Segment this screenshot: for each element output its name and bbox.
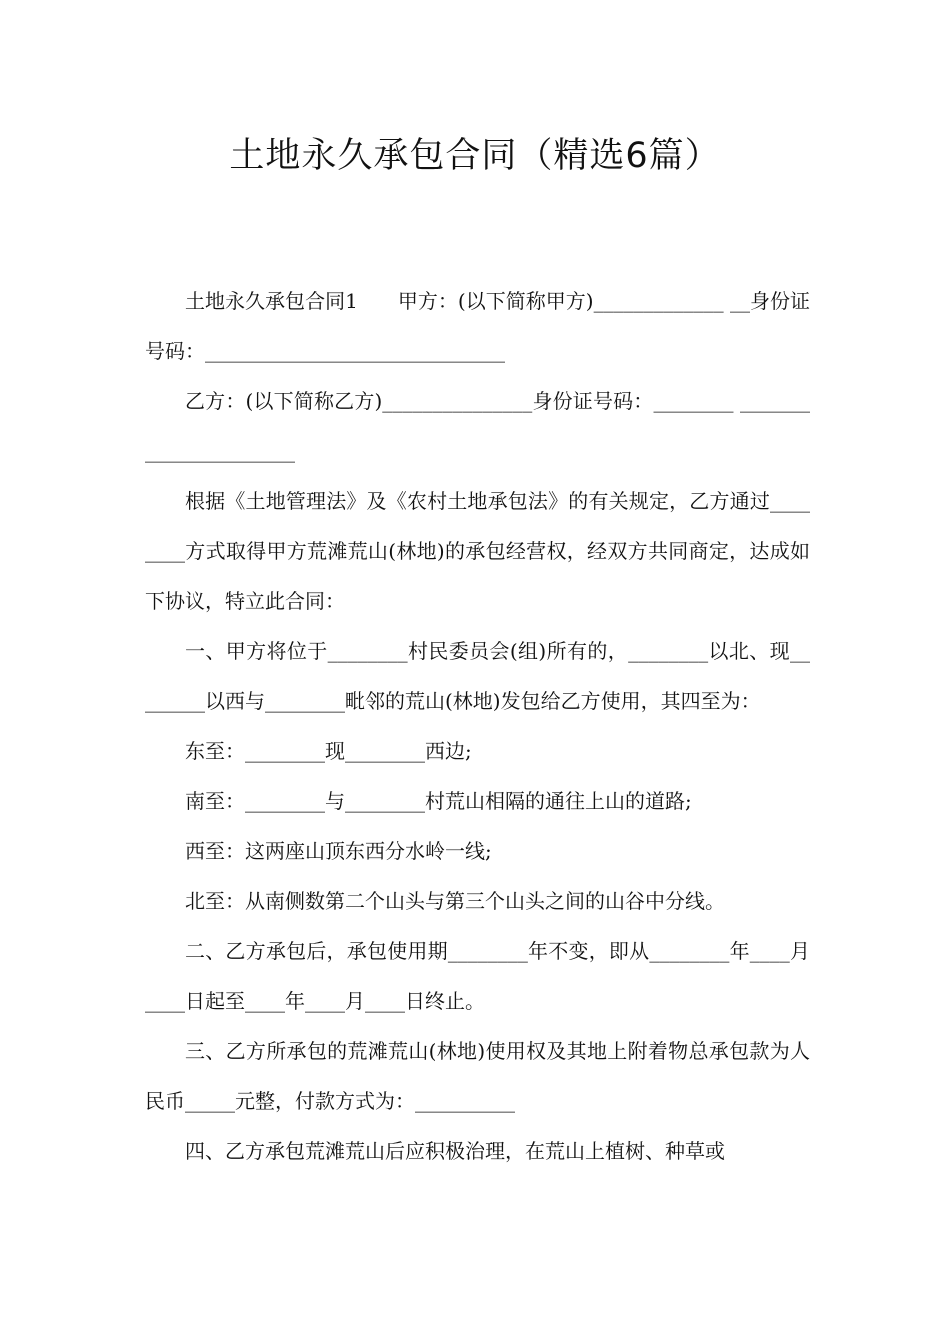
paragraph-clause-3: 三、乙方所承包的荒滩荒山(林地)使用权及其地上附着物总承包款为人民币_____元整，付款方式为：__________: [145, 1039, 810, 1113]
paragraph-party-a: 土地永久承包合同1 甲方：(以下简称甲方)_____________ __身份证号码：______________________________: [145, 289, 810, 363]
paragraph-clause-1: 一、甲方将位于________村民委员会(组)所有的，________以北、现________以西与________毗邻的荒山(林地)发包给乙方使用，其四至为：: [145, 639, 810, 713]
paragraph-preamble: 根据《土地管理法》及《农村土地承包法》的有关规定，乙方通过________方式取得甲方荒滩荒山(林地)的承包经营权，经双方共同商定，达成如下协议，特立此合同：: [145, 489, 810, 613]
paragraph-boundary-east: 东至：________现________西边;: [185, 739, 472, 763]
paragraph-party-b: 乙方：(以下简称乙方)_______________身份证号码：________ ______________________: [145, 389, 810, 463]
paragraph-boundary-south: 南至：________与________村荒山相隔的通往上山的道路;: [185, 789, 692, 813]
paragraph-clause-2: 二、乙方承包后，承包使用期________年不变，即从________年____月____日起至____年____月____日终止。: [145, 939, 810, 1013]
paragraph-clause-4: 四、乙方承包荒滩荒山后应积极治理，在荒山上植树、种草或: [185, 1139, 725, 1163]
paragraph-boundary-west: 西至：这两座山顶东西分水岭一线;: [185, 839, 492, 863]
paragraph-boundary-north: 北至：从南侧数第二个山头与第三个山头之间的山谷中分线。: [185, 889, 725, 913]
document-body: [145, 276, 810, 1176]
document-title: 土地永久承包合同（精选6篇）: [229, 136, 721, 176]
